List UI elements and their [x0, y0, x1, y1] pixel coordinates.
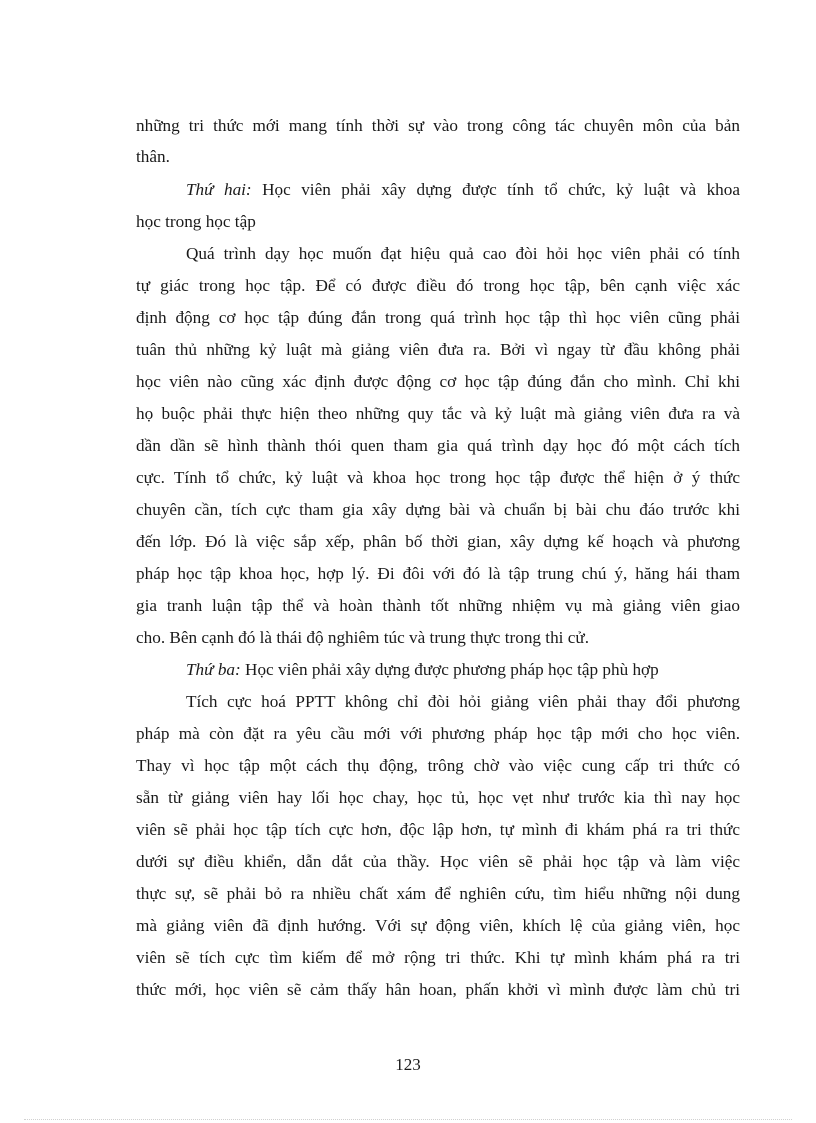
text-line: pháp học tập khoa học, hợp lý. Đi đôi với đó là tập trung chú ý, hăng hái tham — [136, 564, 740, 583]
text-line: tuân thủ những kỷ luật mà giảng viên đưa ra. Bởi vì ngay từ đầu không phải — [136, 340, 740, 359]
text-line: chuyên cần, tích cực tham gia xây dựng bài và chuẩn bị bài chu đáo trước khi — [136, 500, 740, 519]
text-line: cho. Bên cạnh đó là thái độ nghiêm túc và trung thực trong thi cử. — [136, 628, 589, 647]
text-line: Quá trình dạy học muốn đạt hiệu quả cao đòi hỏi học viên phải có tính — [186, 244, 740, 263]
page-bottom-divider — [24, 1119, 792, 1120]
text-line: thân. — [136, 147, 170, 166]
text-line: định động cơ học tập đúng đắn trong quá trình học tập thì học viên cũng phải — [136, 308, 740, 327]
text-line: cực. Tính tổ chức, kỷ luật và khoa học trong học tập được thể hiện ở ý thức — [136, 468, 740, 487]
text-line: pháp mà còn đặt ra yêu cầu mới với phương pháp học tập mới cho học viên. — [136, 724, 740, 743]
text-line: tự giác trong học tập. Để có được điều đó trong học tập, bên cạnh việc xác — [136, 276, 740, 295]
text-line: thức mới, học viên sẽ cảm thấy hân hoan, phấn khởi vì mình được làm chủ tri — [136, 980, 740, 999]
text-line: dưới sự điều khiển, dẫn dắt của thầy. Học viên sẽ phải học tập và làm việc — [136, 852, 740, 871]
text-line: viên sẽ phải học tập tích cực hơn, độc lập hơn, tự mình đi khám phá ra tri thức — [136, 820, 740, 839]
page-number: 123 — [395, 1055, 421, 1074]
heading-label: Thứ ba: — [186, 660, 241, 679]
text-line: gia tranh luận tập thể và hoàn thành tốt những nhiệm vụ mà giảng viên giao — [136, 596, 740, 615]
text-line: đến lớp. Đó là việc sắp xếp, phân bố thời gian, xây dựng kế hoạch và phương — [136, 532, 740, 551]
section-heading-third: Thứ ba: Học viên phải xây dựng được phương pháp học tập phù hợp — [186, 660, 659, 679]
text-line: Thay vì học tập một cách thụ động, trông chờ vào việc cung cấp tri thức có — [136, 756, 740, 775]
text-line: viên sẽ tích cực tìm kiếm để mở rộng tri thức. Khi tự mình khám phá ra tri — [136, 948, 740, 967]
text-line: sẵn từ giảng viên hay lối học chay, học tủ, học vẹt như trước kia thì nay học — [136, 788, 740, 807]
section-heading-second: Thứ hai: Học viên phải xây dựng được tính tổ chức, kỷ luật và khoa — [186, 180, 740, 199]
text-line: học trong học tập — [136, 212, 256, 231]
heading-label: Thứ hai: — [186, 180, 252, 199]
text-line: Tích cực hoá PPTT không chỉ đòi hỏi giảng viên phải thay đổi phương — [186, 692, 740, 711]
text-line: mà giảng viên đã định hướng. Với sự động viên, khích lệ của giảng viên, học — [136, 916, 740, 935]
text-line: những tri thức mới mang tính thời sự vào trong công tác chuyên môn của bản — [136, 116, 740, 135]
text-line: họ buộc phải thực hiện theo những quy tắc và kỷ luật mà giảng viên đưa ra và — [136, 404, 740, 423]
text-line: học viên nào cũng xác định được động cơ học tập đúng đắn cho mình. Chỉ khi — [136, 372, 740, 391]
text-line: dần dần sẽ hình thành thói quen tham gia quá trình dạy học đó một cách tích — [136, 436, 740, 455]
text-line: thực sự, sẽ phải bỏ ra nhiều chất xám để nghiên cứu, tìm hiểu những nội dung — [136, 884, 740, 903]
